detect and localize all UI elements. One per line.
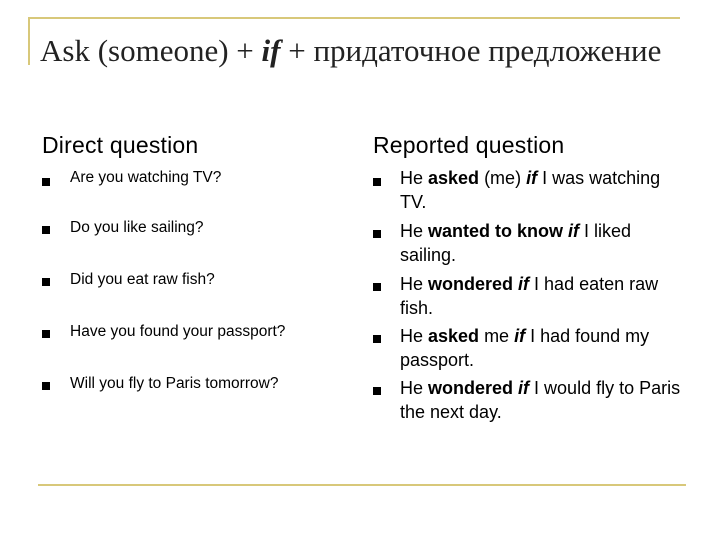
left-divider <box>28 17 30 65</box>
reported-question-item <box>400 219 690 267</box>
rq-text: He <box>400 326 429 346</box>
square-bullet-icon <box>42 178 50 186</box>
direct-question-header: Direct question <box>42 132 199 158</box>
square-bullet-icon <box>373 230 381 238</box>
top-divider <box>30 17 680 19</box>
rq-if-word: if <box>518 378 530 398</box>
square-bullet-icon <box>373 178 381 186</box>
rq-text: He <box>400 168 429 188</box>
reported-question-header: Reported question <box>373 132 565 158</box>
title-if-word: if <box>261 33 281 68</box>
square-bullet-icon <box>42 330 50 338</box>
title-part-2: + придаточное предложение <box>280 33 662 68</box>
rq-text: me <box>479 326 515 346</box>
reported-question-item <box>400 166 690 214</box>
rq-text: He <box>400 274 429 294</box>
slide-title <box>40 30 700 72</box>
square-bullet-icon <box>42 226 50 234</box>
square-bullet-icon <box>373 283 381 291</box>
rq-if-word: if <box>526 168 538 188</box>
rq-verb: asked <box>428 326 480 346</box>
rq-text: I had eaten raw fish. <box>400 274 659 318</box>
direct-question-item: Have you found your passport? <box>70 323 286 340</box>
rq-verb: wondered <box>428 274 514 294</box>
rq-text: I was watching TV. <box>400 168 661 212</box>
rq-verb: asked <box>428 168 480 188</box>
rq-text: I would fly to Paris the next day. <box>400 378 681 422</box>
direct-question-item: Will you fly to Paris tomorrow? <box>70 375 279 392</box>
rq-verb: wanted to know <box>428 221 564 241</box>
rq-verb: wondered <box>428 378 514 398</box>
rq-if-word: if <box>518 274 530 294</box>
rq-text: He <box>400 221 429 241</box>
square-bullet-icon <box>42 382 50 390</box>
bottom-divider <box>38 484 686 486</box>
rq-if-word: if <box>568 221 580 241</box>
rq-if-word: if <box>514 326 526 346</box>
direct-question-item: Are you watching TV? <box>70 169 222 186</box>
direct-question-item: Do you like sailing? <box>70 219 204 236</box>
rq-text: I had found my passport. <box>400 326 650 370</box>
square-bullet-icon <box>42 278 50 286</box>
direct-question-item: Did you eat raw fish? <box>70 271 215 288</box>
reported-question-item <box>400 376 690 424</box>
square-bullet-icon <box>373 335 381 343</box>
rq-text: I liked sailing. <box>400 221 632 265</box>
title-part-1: Ask (someone) + <box>40 33 262 68</box>
rq-text: He <box>400 378 429 398</box>
reported-question-item <box>400 324 690 372</box>
reported-question-item <box>400 272 690 320</box>
rq-text: (me) <box>479 168 527 188</box>
square-bullet-icon <box>373 387 381 395</box>
